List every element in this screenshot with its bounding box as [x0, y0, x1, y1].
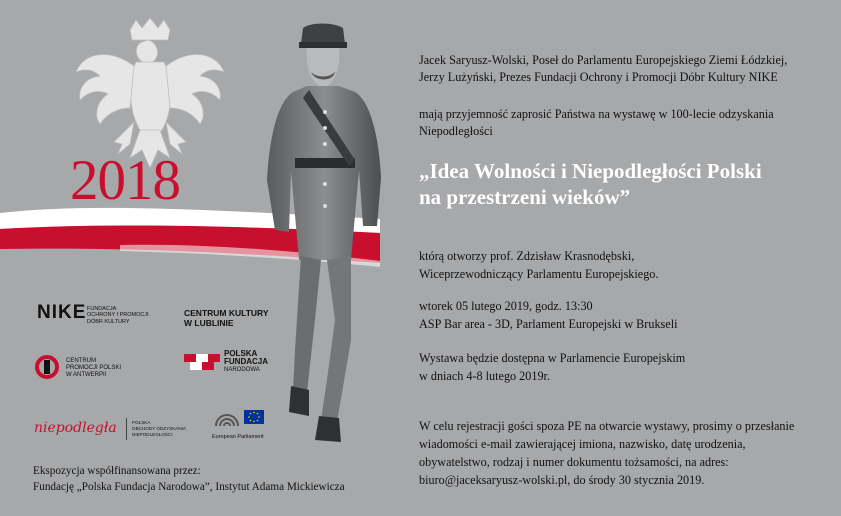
- niepodlegla-caption-line: NIEPODLEGŁOŚCI: [132, 432, 173, 437]
- european-parliament-label: European Parliament: [212, 434, 264, 440]
- availability-line: w dniach 4-8 lutego 2019r.: [419, 369, 550, 383]
- invite-line: mają przyjemność zaprosić Państwa na wystawę w 100-lecie odzyskania: [419, 107, 774, 121]
- year-graphic: 2018: [70, 149, 180, 212]
- niepodlegla-caption-line: POLSKA: [132, 420, 151, 425]
- centrum-kultury-lublin-logo: [184, 308, 269, 328]
- registration-line: obywatelstwo, rodzaj i numer dokumentu tożsamości, na adres:: [419, 455, 729, 469]
- cofinancing-line: Fundację „Polska Fundacja Narodowa”, Instytut Adama Mickiewicza: [33, 481, 345, 493]
- ppn-line: POLSKA: [224, 349, 258, 358]
- antwerpia-line: W ANTWERPII: [66, 372, 107, 378]
- eu-flag-icon: [244, 410, 264, 424]
- availability-line: Wystawa będzie dostępna w Parlamencie Europejskim: [419, 351, 686, 365]
- niepodlegla-script: niepodległa: [34, 420, 117, 436]
- opener-paragraph: [419, 247, 829, 283]
- marshal-portrait-figure: [255, 20, 395, 450]
- invitation-paragraph: [419, 106, 829, 140]
- ppn-line: NARODOWA: [224, 367, 260, 373]
- hosts-paragraph: [419, 52, 829, 86]
- antwerpia-line: CENTRUM: [66, 358, 96, 364]
- date-line: wtorek 05 lutego 2019, godz. 13:30: [419, 299, 593, 313]
- niepodlegla-logo: [34, 418, 194, 442]
- host-line: Jerzy Lużyński, Prezes Fundacji Ochrony i Promocji Dóbr Kultury NIKE: [419, 70, 778, 84]
- availability-paragraph: [419, 349, 829, 385]
- nike-caption-line: OCHRONY I PROMOCJI: [87, 312, 149, 319]
- host-line: Jacek Saryusz-Wolski, Poseł do Parlamentu Europejskiego Ziemi Łódzkiej,: [419, 53, 788, 67]
- nike-caption-line: DÓBR KULTURY: [87, 318, 130, 325]
- antwerpia-mark-icon: [34, 354, 60, 380]
- opener-line: Wiceprzewodniczący Parlamentu Europejskiego.: [419, 267, 659, 281]
- cofinancing-line: Ekspozycja współfinansowana przez:: [33, 465, 201, 477]
- lublin-line: CENTRUM KULTURY: [184, 308, 269, 318]
- opener-line: którą otworzy prof. Zdzisław Krasnodębski,: [419, 249, 635, 263]
- registration-paragraph: [419, 417, 829, 489]
- nike-wordmark: NIKE: [37, 302, 87, 323]
- title-line: na przestrzeni wieków”: [419, 185, 631, 209]
- polska-fundacja-narodowa-logo: [184, 350, 274, 376]
- registration-line: wiadomości e-mail zawierającej imiona, nazwisko, datę urodzenia,: [419, 437, 746, 451]
- antwerpia-line: PROMOCJI POLSKI: [66, 365, 122, 371]
- ppn-mark-icon: [184, 352, 220, 372]
- european-parliament-logo: [212, 404, 272, 448]
- niepodlegla-caption-line: OBCHODY ODZYSKANIA: [132, 426, 187, 431]
- registration-line: W celu rejestracji gości spoza PE na otwarcie wystawy, prosimy o przesłanie: [419, 419, 795, 433]
- nike-caption-line: FUNDACJA: [87, 306, 117, 312]
- date-place-paragraph: [419, 297, 829, 333]
- ppn-line: FUNDACJA: [224, 357, 268, 366]
- parliament-hemicycle-icon: [214, 404, 240, 430]
- lublin-line: W LUBLINIE: [184, 318, 234, 328]
- place-line: ASP Bar area - 3D, Parlament Europejski w Brukseli: [419, 317, 678, 331]
- registration-email-line[interactable]: biuro@jaceksaryusz-wolski.pl, do środy 30 stycznia 2019.: [419, 473, 705, 487]
- invite-line: Niepodległości: [419, 124, 493, 138]
- centrum-antwerpia-logo: [34, 354, 144, 384]
- title-line: „Idea Wolności i Niepodległości Polski: [419, 159, 762, 183]
- cofinancing-note: [33, 463, 413, 495]
- nike-foundation-logo: [37, 294, 157, 330]
- exhibition-title: [419, 158, 839, 210]
